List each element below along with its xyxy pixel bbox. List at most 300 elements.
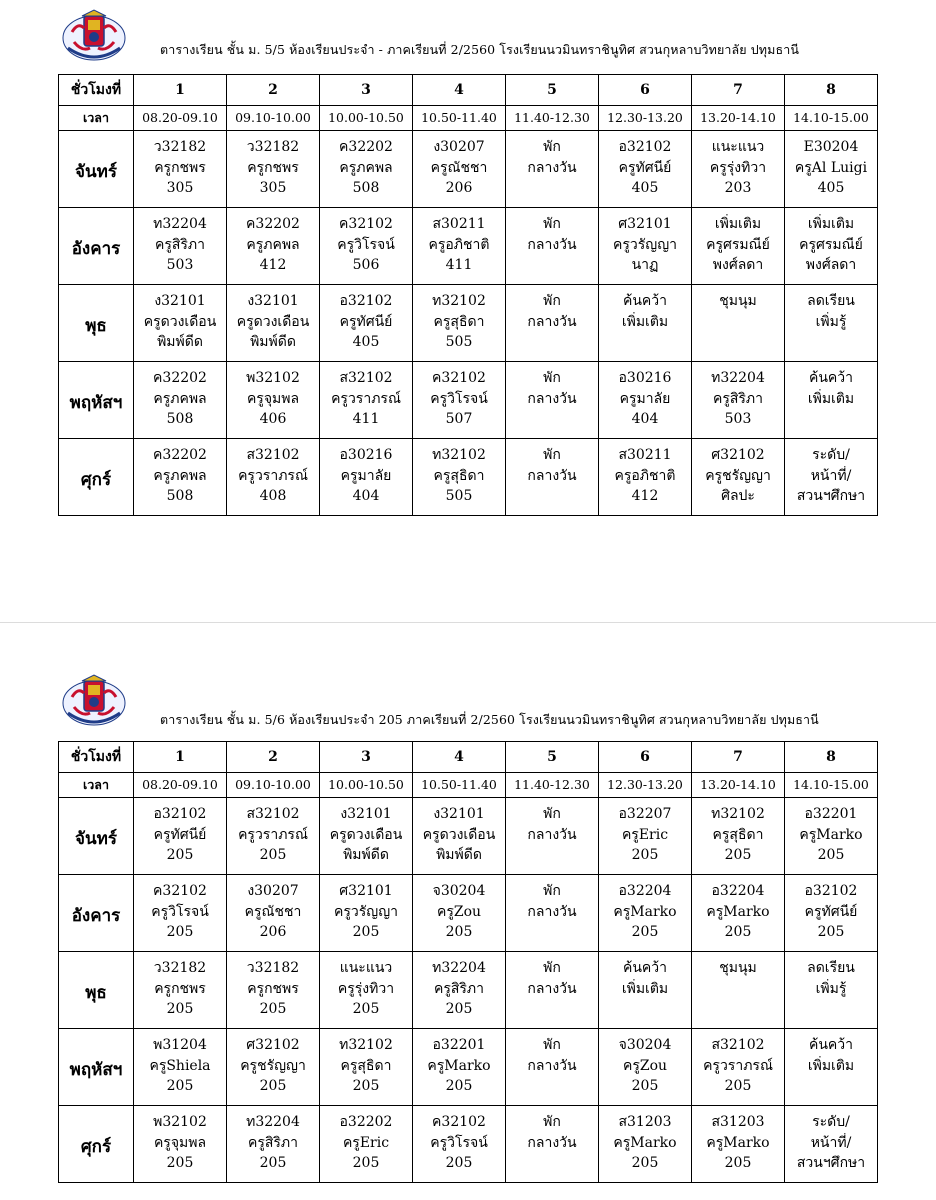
cell-line: 404 [352,488,380,504]
period-number: 1 [134,75,227,106]
cell-line: ครูAl Luigi [794,159,868,176]
day-name: พฤหัสฯ [59,362,134,439]
schedule-cell [227,285,320,362]
cell-line: 205 [259,1155,287,1171]
schedule-cell [227,439,320,516]
cell-line: ครูสุธิดา [340,1057,392,1074]
cell-line: ศิลปะ [721,488,755,504]
cell-line: ครูวิโรจน์ [151,903,209,920]
cell-line: กลางวัน [527,1134,577,1151]
cell-line: 305 [259,180,287,196]
cell-line: พิมพ์ดีด [436,847,482,863]
schedule-cell [599,285,692,362]
schedule-cell [413,1106,506,1183]
cell-line: ครูดวงเดือน [236,313,310,330]
cell-line: ครูชรัญญา [705,467,771,484]
cell-line: เพิ่มเติม [621,980,669,997]
schedule-cell [692,952,785,1029]
subject-code: ว32182 [153,139,207,155]
cell-line: 505 [445,334,473,350]
subject-code: ส32102 [246,806,300,822]
cell-line: ครูMarko [799,826,863,843]
subject-code: พ32102 [246,370,300,386]
period-number: 6 [599,75,692,106]
time-slot: 13.20-14.10 [692,773,785,798]
subject-code: ศ32102 [246,1037,300,1053]
cell-line: 206 [259,924,287,940]
schedule-cell [599,439,692,516]
schedule-cell [320,208,413,285]
subject-code: พัก [543,447,561,463]
schedule-cell [413,1029,506,1106]
cell-line: ครูภคพล [153,390,207,407]
schedule-cell [320,952,413,1029]
subject-code: จ30204 [432,883,486,899]
period-number: 5 [506,75,599,106]
subject-code: ค32102 [339,216,393,232]
cell-line: 412 [259,257,287,273]
subject-code: อ30216 [618,370,672,386]
cell-line: ครูณัชชา [244,903,302,920]
subject-code: ลดเรียน [807,293,855,309]
schedule-cell [320,285,413,362]
day-name: พุธ [59,952,134,1029]
subject-code: อ32204 [618,883,672,899]
day-name: ศุกร์ [59,439,134,516]
schedule-cell [599,952,692,1029]
schedule-cell [692,875,785,952]
cell-line: ครูศรมณีย์ [706,236,770,253]
subject-code: ท32204 [246,1114,300,1130]
cell-line: กลางวัน [527,390,577,407]
cell-line: 205 [724,847,752,863]
subject-code: แนะแนว [339,960,393,976]
cell-line: 205 [352,924,380,940]
subject-code: ระดับ/ [812,447,850,463]
subject-code: พัก [543,1037,561,1053]
schedule-cell [413,285,506,362]
schedule-cell [134,285,227,362]
cell-line: สวนฯศึกษา [796,488,866,504]
cell-line: ครูอภิชาติ [428,236,490,253]
subject-code: แนะแนว [711,139,765,155]
subject-code: พัก [543,806,561,822]
cell-line: 205 [166,1155,194,1171]
subject-code: ลดเรียน [807,960,855,976]
cell-line: 205 [166,1001,194,1017]
subject-code: ส32102 [339,370,393,386]
schedule-cell [227,131,320,208]
schedule-cell [320,798,413,875]
cell-line: ครูภคพล [246,236,300,253]
schedule-cell [785,798,878,875]
cell-line: ครูZou [436,903,482,920]
cell-line: 406 [259,411,287,427]
cell-line: 508 [166,411,194,427]
time-row [59,106,878,131]
period-number: 2 [227,75,320,106]
time-slot: 13.20-14.10 [692,106,785,131]
subject-code: อ32102 [153,806,207,822]
schedule-cell [785,1106,878,1183]
schedule-cell [506,1029,599,1106]
day-name: อังคาร [59,875,134,952]
cell-line: พงศ์ลดา [712,257,764,273]
period-number: 7 [692,742,785,773]
subject-code: อ32207 [618,806,672,822]
day-row [59,1106,878,1183]
cell-line: 412 [631,488,659,504]
cell-line: พิมพ์ดีด [157,334,203,350]
schedule-cell [692,1106,785,1183]
schedule-cell [785,1029,878,1106]
cell-line: ครูชรัญญา [240,1057,306,1074]
cell-line: 404 [631,411,659,427]
subject-code: ว32182 [246,960,300,976]
subject-code: ท32102 [432,447,486,463]
subject-code: ง30207 [247,883,299,899]
cell-line: 205 [445,1001,473,1017]
time-label: เวลา [59,106,134,131]
cell-line: 205 [445,1155,473,1171]
schedule-cell [134,208,227,285]
cell-line: 205 [352,1078,380,1094]
cell-line: ครูZou [622,1057,668,1074]
day-row [59,362,878,439]
schedule-cell [506,875,599,952]
cell-line: 205 [631,1155,659,1171]
day-row [59,131,878,208]
subject-code: ส30211 [432,216,486,232]
subject-code: พัก [543,1114,561,1130]
cell-line: 205 [817,924,845,940]
schedule-cell [785,285,878,362]
time-slot: 14.10-15.00 [785,773,878,798]
cell-line: ครูดวงเดือน [143,313,217,330]
subject-code: ค32102 [153,883,207,899]
subject-code: พัก [543,139,561,155]
schedule-cell [506,285,599,362]
cell-line: 205 [259,1001,287,1017]
schedule-cell [692,439,785,516]
schedule-cell [134,1106,227,1183]
subject-code: ท32102 [711,806,765,822]
schedule-cell [506,362,599,439]
cell-line: 205 [445,924,473,940]
period-number: 4 [413,742,506,773]
cell-line: ครูวราภรณ์ [238,467,308,484]
cell-line: 205 [259,1078,287,1094]
time-slot: 10.50-11.40 [413,773,506,798]
schedule-cell [692,208,785,285]
period-number: 8 [785,742,878,773]
schedule-cell [692,131,785,208]
subject-code: ส30211 [618,447,672,463]
schedule-cell [320,1106,413,1183]
subject-code: ส31203 [711,1114,765,1130]
schedule-cell [227,952,320,1029]
subject-code: อ32201 [804,806,858,822]
day-row [59,208,878,285]
cell-line: ครูสุธิดา [433,467,485,484]
subject-code: พัก [543,960,561,976]
period-number: 1 [134,742,227,773]
cell-line: 205 [631,1078,659,1094]
subject-code: พัก [543,883,561,899]
cell-line: 205 [817,847,845,863]
cell-line: ครูวราภรณ์ [703,1057,773,1074]
subject-code: พ32102 [153,1114,207,1130]
cell-line: กลางวัน [527,313,577,330]
schedule-cell [506,439,599,516]
cell-line: 205 [352,1001,380,1017]
cell-line: 205 [166,847,194,863]
subject-code: ค32102 [432,1114,486,1130]
schedule-cell [320,362,413,439]
cell-line: กลางวัน [527,1057,577,1074]
subject-code: ส32102 [711,1037,765,1053]
time-slot: 10.00-10.50 [320,773,413,798]
cell-line: ครูสิริภา [154,236,206,253]
subject-code: ค32202 [153,447,207,463]
time-slot: 10.00-10.50 [320,106,413,131]
timetable [58,74,878,516]
subject-code: อ32202 [339,1114,393,1130]
subject-code: ค้นคว้า [808,370,854,386]
cell-line: ครูณัชชา [430,159,488,176]
time-row [59,773,878,798]
schedule-cell [134,131,227,208]
subject-code: ส31203 [618,1114,672,1130]
cell-line: เพิ่มรู้ [815,313,847,330]
cell-line: 505 [445,488,473,504]
subject-code: ค้นคว้า [622,960,668,976]
cell-line: กลางวัน [527,236,577,253]
day-row [59,285,878,362]
cell-line: พิมพ์ดีด [343,847,389,863]
schedule-cell [599,1106,692,1183]
schedule-cell [413,439,506,516]
cell-line: ครูวราภรณ์ [238,826,308,843]
cell-line: หน้าที่/ [810,1134,852,1151]
cell-line: ครูMarko [613,903,677,920]
timetable-page-5-6 [0,625,936,1200]
cell-line: เพิ่มรู้ [815,980,847,997]
schedule-cell [413,875,506,952]
schedule-cell [227,362,320,439]
day-name: จันทร์ [59,798,134,875]
timetable [58,741,878,1183]
cell-line: กลางวัน [527,903,577,920]
subject-code: ชุมนุม [719,293,757,309]
cell-line: 508 [166,488,194,504]
time-slot: 11.40-12.30 [506,106,599,131]
subject-code: ค32102 [432,370,486,386]
subject-code: ง32101 [433,806,485,822]
schedule-cell [692,285,785,362]
cell-line: 503 [166,257,194,273]
subject-code: ท32102 [432,293,486,309]
cell-line: ครูมาลัย [340,467,392,484]
schedule-cell [692,362,785,439]
cell-line: 411 [445,257,473,273]
schedule-cell [599,362,692,439]
cell-line: ครูวราภรณ์ [331,390,401,407]
schedule-cell [227,798,320,875]
schedule-cell [134,875,227,952]
cell-line: 205 [724,1155,752,1171]
cell-line: ครูจุมพล [246,390,300,407]
cell-line: ครูทัศนีย์ [804,903,858,920]
subject-code: ง32101 [247,293,299,309]
subject-code: อ30216 [339,447,393,463]
cell-line: ครูกชพร [154,980,206,997]
cell-line: ครูสุธิดา [712,826,764,843]
subject-code: ศ32102 [711,447,765,463]
schedule-cell [320,439,413,516]
day-row [59,875,878,952]
period-header-row [59,75,878,106]
time-slot: 14.10-15.00 [785,106,878,131]
period-number: 7 [692,75,785,106]
cell-line: ครูกชพร [247,159,299,176]
subject-code: ง32101 [154,293,206,309]
schedule-cell [506,798,599,875]
cell-line: 203 [724,180,752,196]
schedule-cell [134,1029,227,1106]
cell-line: ครูทัศนีย์ [339,313,393,330]
schedule-cell [506,1106,599,1183]
cell-line: ครูMarko [613,1134,677,1151]
subject-code: ท32204 [153,216,207,232]
schedule-cell [134,798,227,875]
time-slot: 08.20-09.10 [134,773,227,798]
cell-line: ครูวรัญญา [613,236,677,253]
cell-line: ครูMarko [427,1057,491,1074]
schedule-cell [227,208,320,285]
day-row [59,952,878,1029]
subject-code: ง32101 [340,806,392,822]
cell-line: ครูมาลัย [619,390,671,407]
schedule-cell [227,1106,320,1183]
subject-code: ค้นคว้า [622,293,668,309]
subject-code: ท32204 [711,370,765,386]
time-slot: 10.50-11.40 [413,106,506,131]
cell-line: ครูShiela [149,1057,211,1074]
schedule-cell [599,131,692,208]
cell-line: ครูวิโรจน์ [430,390,488,407]
cell-line: ครูทัศนีย์ [618,159,672,176]
day-row [59,798,878,875]
schedule-cell [320,1029,413,1106]
cell-line: 405 [817,180,845,196]
cell-line: ครูสุธิดา [433,313,485,330]
schedule-cell [320,875,413,952]
day-name: พุธ [59,285,134,362]
time-slot: 09.10-10.00 [227,773,320,798]
cell-line: ครูวิโรจน์ [430,1134,488,1151]
cell-line: พิมพ์ดีด [250,334,296,350]
day-name: อังคาร [59,208,134,285]
cell-line: 405 [352,334,380,350]
subject-code: ชุมนุม [719,960,757,976]
period-number: 4 [413,75,506,106]
cell-line: ครูกชพร [154,159,206,176]
schedule-cell [692,1029,785,1106]
subject-code: ค32202 [246,216,300,232]
schedule-cell [599,208,692,285]
time-slot: 08.20-09.10 [134,106,227,131]
cell-line: ครูภคพล [153,467,207,484]
schedule-cell [227,1029,320,1106]
subject-code: ง30207 [433,139,485,155]
period-label: ชั่วโมงที่ [59,75,134,106]
subject-code: ค้นคว้า [808,1037,854,1053]
schedule-cell [692,798,785,875]
schedule-cell [413,131,506,208]
cell-line: พงศ์ลดา [805,257,857,273]
subject-code: ท32204 [432,960,486,976]
cell-line: ครูMarko [706,903,770,920]
schedule-cell [413,362,506,439]
schedule-cell [785,362,878,439]
schedule-cell [785,208,878,285]
period-number: 3 [320,742,413,773]
schedule-cell [785,875,878,952]
subject-code: พ31204 [153,1037,207,1053]
subject-code: ระดับ/ [812,1114,850,1130]
cell-line: 206 [445,180,473,196]
cell-line: ครูEric [342,1134,390,1151]
cell-line: ครูEric [621,826,669,843]
cell-line: 507 [445,411,473,427]
cell-line: 503 [724,411,752,427]
cell-line: ครูดวงเดือน [329,826,403,843]
schedule-cell [506,952,599,1029]
cell-line: ครูวิโรจน์ [337,236,395,253]
page-title: ตารางเรียน ชั้น ม. 5/6 ห้องเรียนประจำ 205 ภาคเรียนที่ 2/2560 โรงเรียนนวมินทราชินูทิศ สวนกุหลาบวิทยาลัย ปทุมธานี [160,712,819,727]
day-name: จันทร์ [59,131,134,208]
schedule-cell [506,131,599,208]
cell-line: กลางวัน [527,159,577,176]
day-row [59,439,878,516]
cell-line: ครูจุมพล [153,1134,207,1151]
cell-line: เพิ่มเติม [807,1057,855,1074]
subject-code: พัก [543,293,561,309]
period-header-row [59,742,878,773]
subject-code: อ32102 [339,293,393,309]
cell-line: หน้าที่/ [810,467,852,484]
cell-line: 205 [352,1155,380,1171]
cell-line: ครูกชพร [247,980,299,997]
cell-line: ครูMarko [706,1134,770,1151]
subject-code: เพิ่มเติม [807,216,855,232]
time-slot: 12.30-13.20 [599,773,692,798]
cell-line: ครูสิริภา [712,390,764,407]
page-divider [0,622,936,623]
period-number: 6 [599,742,692,773]
schedule-cell [134,952,227,1029]
cell-line: ครูอภิชาติ [614,467,676,484]
period-label: ชั่วโมงที่ [59,742,134,773]
cell-line: นาฏ [631,257,659,273]
schedule-cell [599,1029,692,1106]
time-label: เวลา [59,773,134,798]
period-number: 8 [785,75,878,106]
subject-code: อ32102 [804,883,858,899]
subject-code: ว32182 [246,139,300,155]
subject-code: ค32202 [339,139,393,155]
